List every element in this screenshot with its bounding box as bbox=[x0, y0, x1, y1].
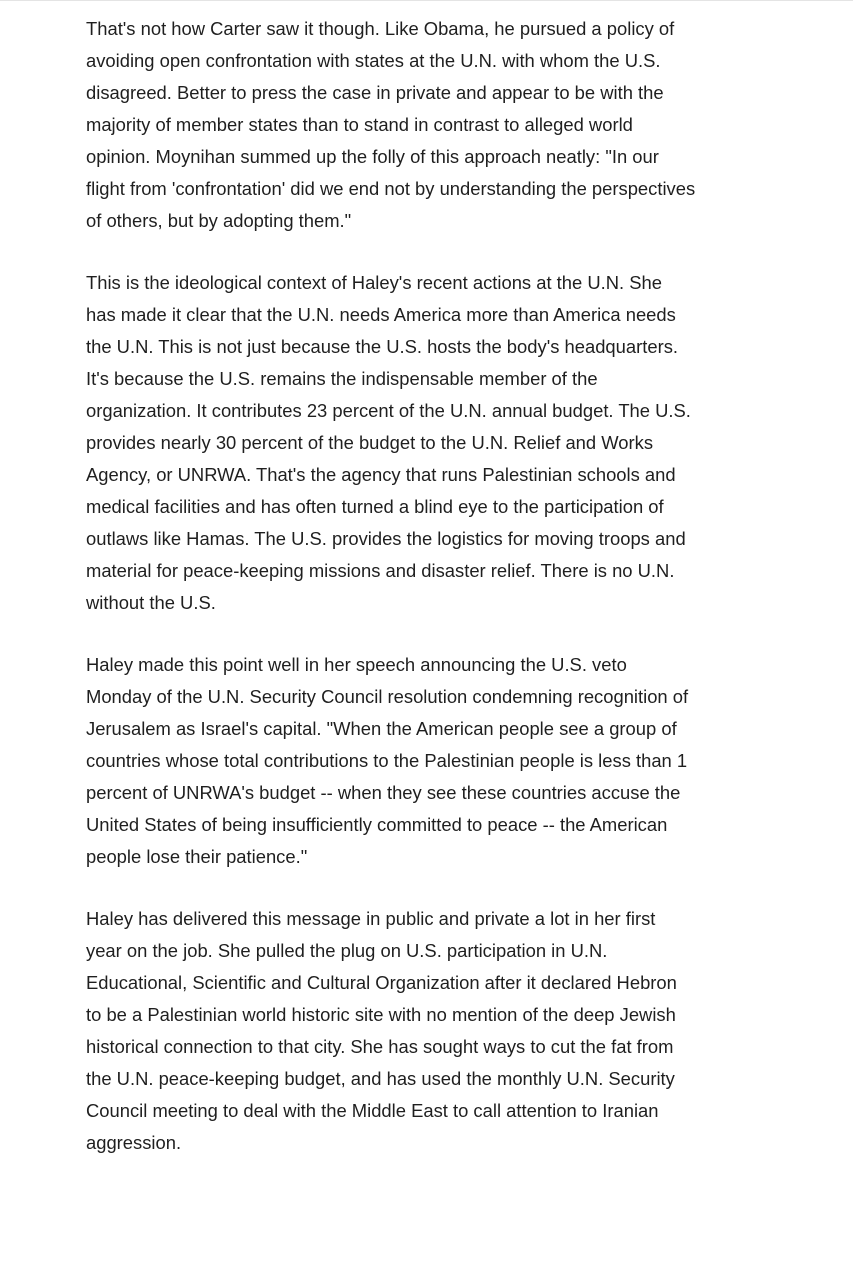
article-body bbox=[86, 13, 696, 1159]
article-paragraph-1: That's not how Carter saw it though. Like Obama, he pursued a policy of avoiding open confrontation with states at the U.N. with whom the U.S. disagreed. Better to press the case in private and appear to be with the majority of member states than to stand in contrast to alleged world opinion. Moynihan summed up the folly of this approach neatly: "In our flight from 'confrontation' did we end not by understanding the perspectives of others, but by adopting them." bbox=[86, 18, 696, 231]
article-paragraph-4: Haley has delivered this message in public and private a lot in her first year on the job. She pulled the plug on U.S. participation in U.N. Educational, Scientific and Cultural Organization after it declared Hebron to be a Palestinian world historic site with no mention of the deep Jewish historical connection to that city. She has sought ways to cut the fat from the U.N. peace-keeping budget, and has used the monthly U.N. Security Council meeting to deal with the Middle East to call attention to Iranian aggression. bbox=[86, 908, 677, 1153]
article-paragraph-2: This is the ideological context of Haley's recent actions at the U.N. She has made it clear that the U.N. needs America more than America needs the U.N. This is not just because the U.S. hosts the body's headquarters. It's because the U.S. remains the indispensable member of the organization. It contributes 23 percent of the U.N. annual budget. The U.S. provides nearly 30 percent of the budget to the U.N. Relief and Works Agency, or UNRWA. That's the agency that runs Palestinian schools and medical facilities and has often turned a blind eye to the participation of outlaws like Hamas. The U.S. provides the logistics for moving troops and material for peace-keeping missions and disaster relief. There is no U.N. without the U.S. bbox=[86, 272, 691, 613]
article-paragraph-3: Haley made this point well in her speech announcing the U.S. veto Monday of the U.N. Security Council resolution condemning recognition of Jerusalem as Israel's capital. "When the American people see a group of countries whose total contributions to the Palestinian people is less than 1 percent of UNRWA's budget -- when they see these countries accuse the United States of being insufficiently committed to peace -- the American people lose their patience." bbox=[86, 654, 689, 867]
